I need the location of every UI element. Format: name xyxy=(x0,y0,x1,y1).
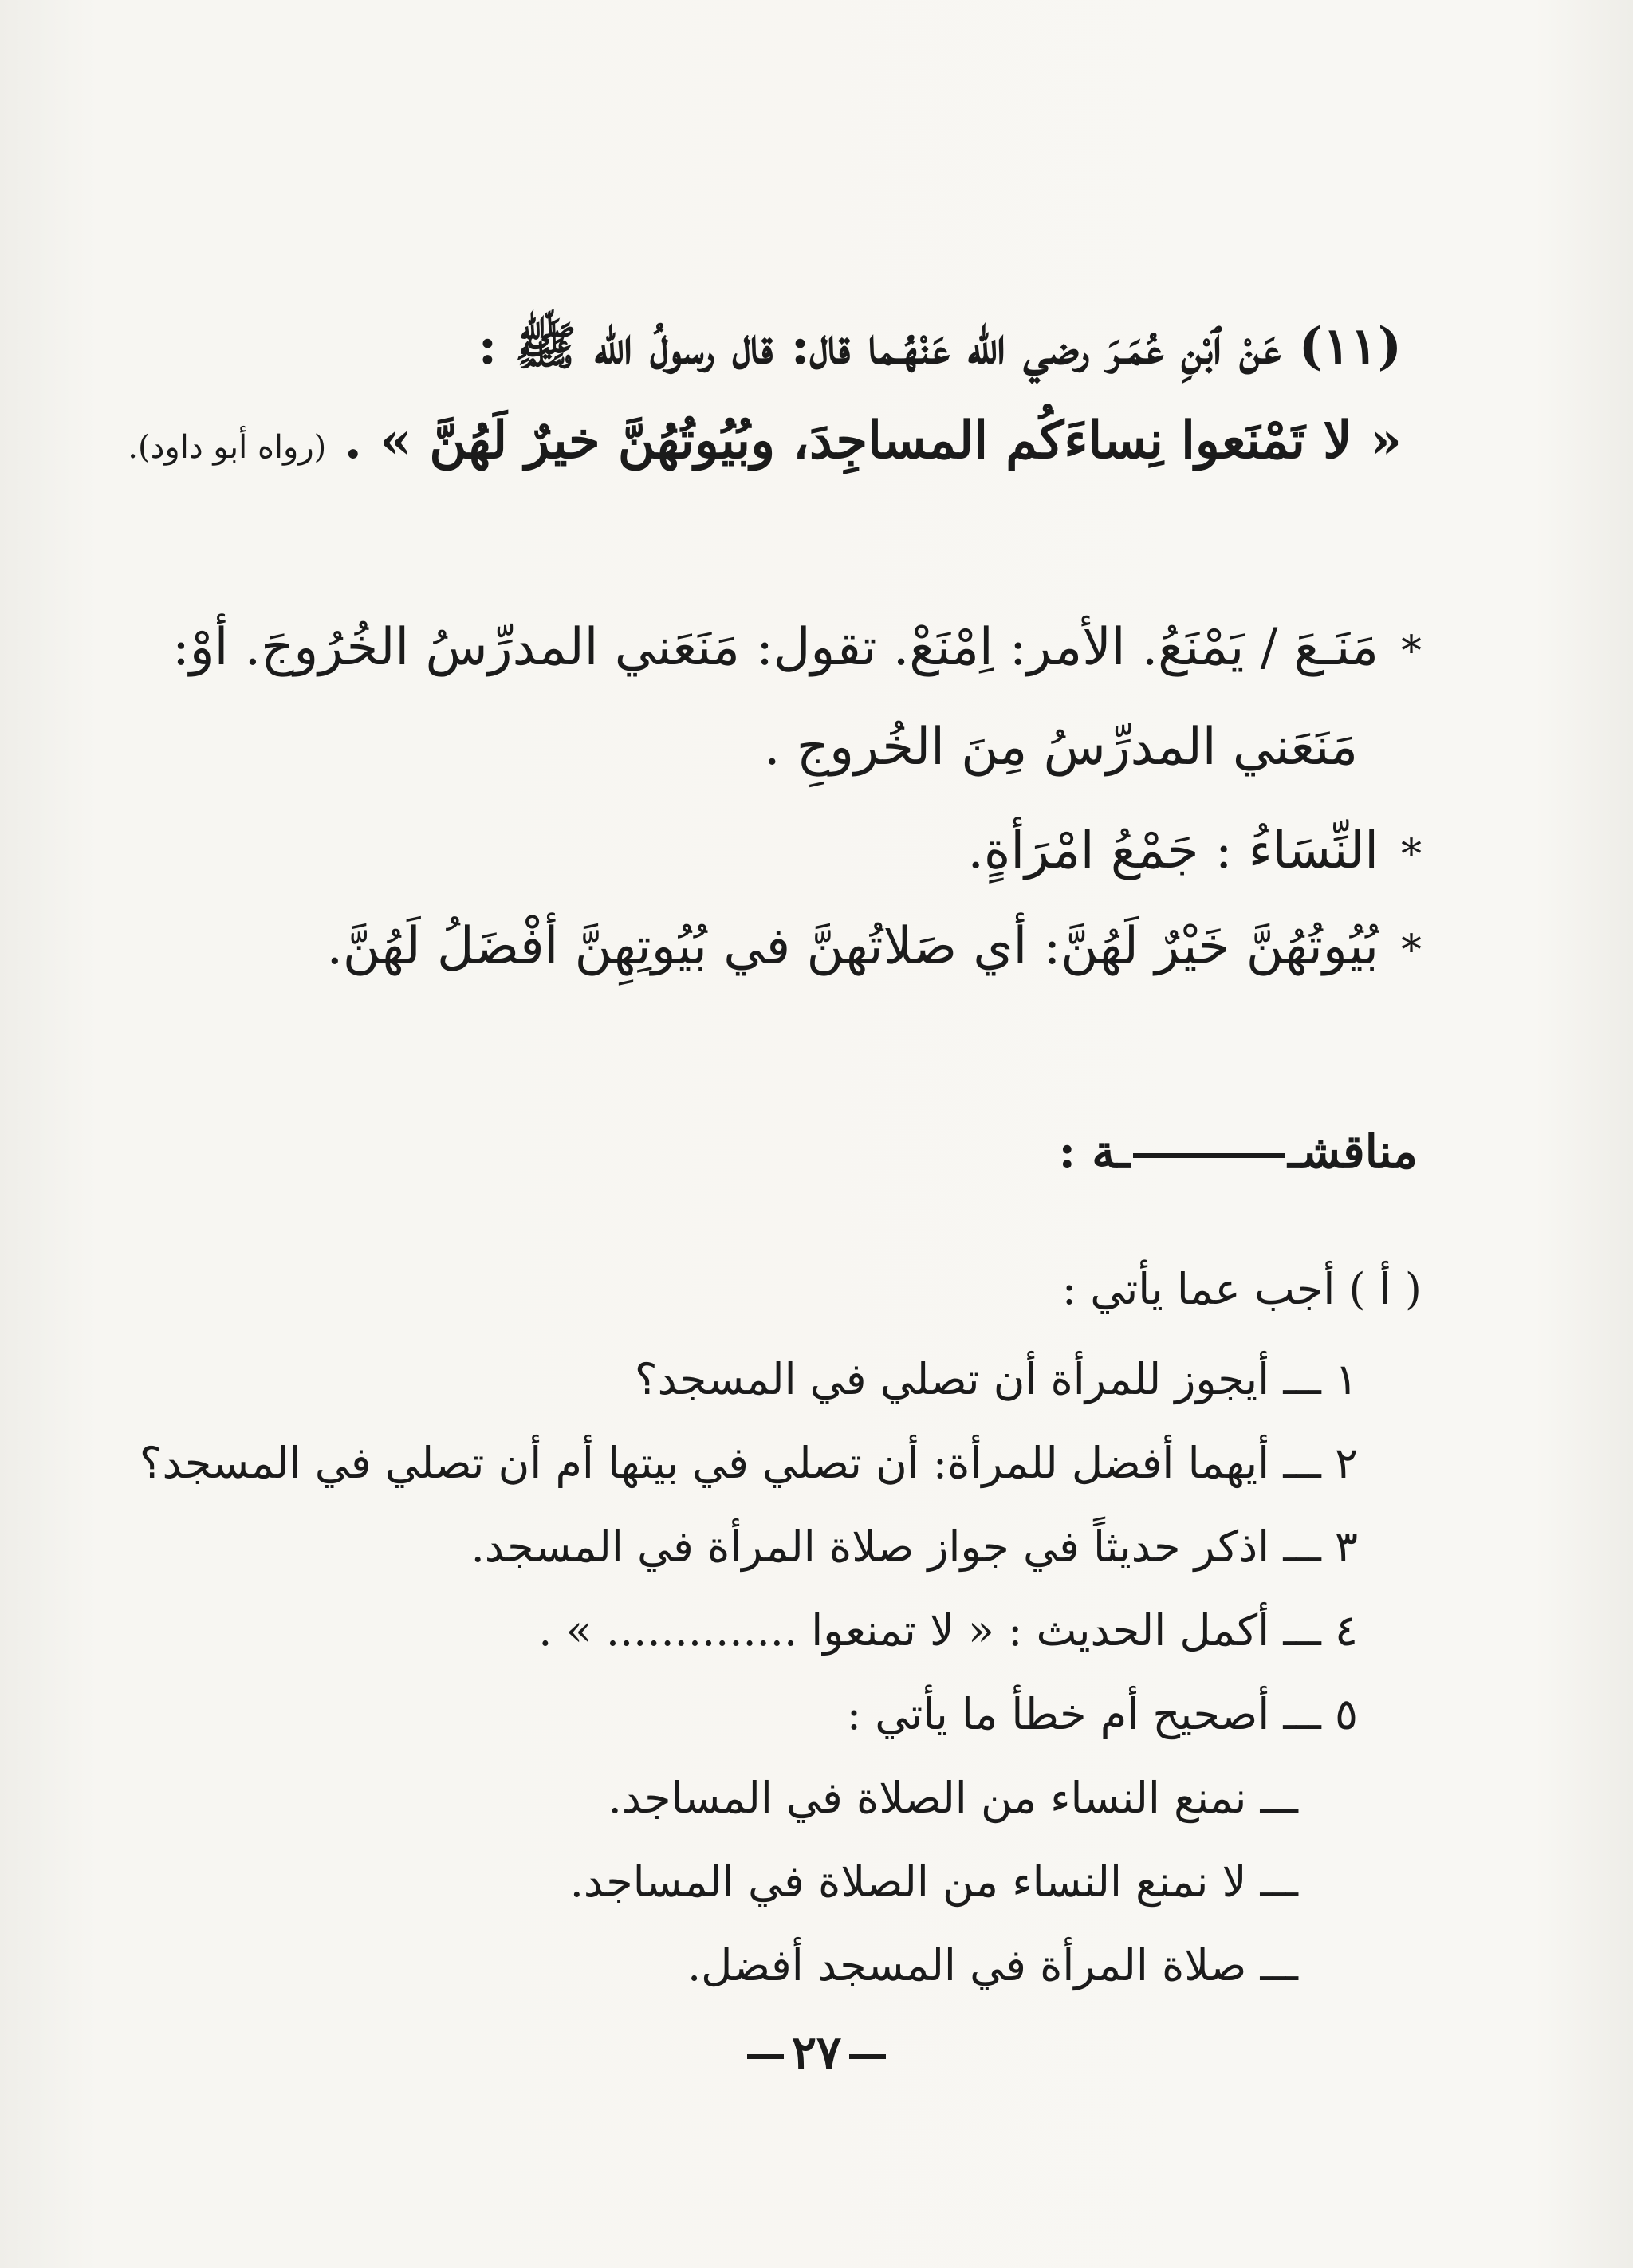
vocab-text: مَنَعَني المدرِّسُ مِنَ الخُروجِ . xyxy=(764,718,1358,777)
page-number-dash-left xyxy=(747,2054,784,2059)
statement-item xyxy=(570,1857,1298,1907)
statement-item xyxy=(608,1773,1298,1823)
vocab-text: النِّسَاءُ : جَمْعُ امْرَأةٍ. xyxy=(967,821,1379,880)
page-number-dash-right xyxy=(849,2054,886,2059)
question-item xyxy=(140,1438,1358,1488)
vocab-item-continuation xyxy=(764,718,1358,777)
star-icon: * xyxy=(1401,627,1422,675)
question-item xyxy=(847,1689,1358,1739)
hadith-text-2: « لا تَمْنَعوا نِساءَكُم المساجِدَ، وبُيُوتُهُنَّ خيرٌ لَهُنَّ » . xyxy=(344,411,1402,471)
vocab-text: بُيُوتُهُنَّ خَيْرٌ لَهُنَّ: أي صَلاتُهنَّ في بُيُوتِهِنَّ أفْضَلُ لَهُنَّ. xyxy=(326,917,1379,976)
discussion-heading-end: ـة : xyxy=(1058,1124,1131,1179)
heading-underline xyxy=(1133,1153,1285,1158)
discussion-heading xyxy=(1059,1124,1418,1179)
question-text: ٣ ـــ اذكر حديثاً في جواز صلاة المرأة في المسجد. xyxy=(470,1522,1358,1572)
part-a-instruction xyxy=(1062,1264,1422,1314)
vocab-item xyxy=(327,917,1422,976)
statement-text: ـــ لا نمنع النساء من الصلاة في المساجد. xyxy=(569,1857,1298,1907)
vocab-text: مَنَـعَ / يَمْنَعُ. الأمر: اِمْنَعْ. تقول: مَنَعَني المدرِّسُ الخُرُوجَ. أوْ: xyxy=(172,618,1379,677)
vocab-item xyxy=(172,618,1422,677)
hadith-line-1 xyxy=(478,315,1402,389)
part-a-text: ( أ ) أجب عما يأتي : xyxy=(1061,1264,1422,1314)
question-item xyxy=(635,1354,1358,1404)
hadith-source: (رواه أبو داود). xyxy=(128,429,327,466)
star-icon: * xyxy=(1401,830,1422,879)
page-number xyxy=(0,2026,1633,2080)
hadith-line-2 xyxy=(128,411,1402,471)
question-item xyxy=(471,1522,1358,1572)
star-icon: * xyxy=(1401,926,1422,975)
discussion-heading-start: مناقشـ xyxy=(1288,1124,1418,1179)
page-number-text: ٢٧ xyxy=(791,2026,842,2080)
statement-item xyxy=(687,1940,1298,1990)
statement-text: ـــ نمنع النساء من الصلاة في المساجد. xyxy=(608,1773,1298,1823)
question-text: ١ ـــ أيجوز للمرأة أن تصلي في المسجد؟ xyxy=(634,1354,1358,1404)
vocab-item xyxy=(967,821,1422,880)
question-text: ٥ ـــ أصحيح أم خطأ ما يأتي : xyxy=(846,1689,1358,1739)
question-text: ٢ ـــ أيهما أفضل للمرأة: أن تصلي في بيتها أم أن تصلي في المسجد؟ xyxy=(139,1438,1358,1488)
question-item xyxy=(538,1605,1358,1656)
hadith-text-1: (١١) عَنْ ٱبْنِ عُمَـرَ رضي الله عَنْهُـما قال: قال رسولُ الله ﷺ : xyxy=(478,317,1402,376)
statement-text: ـــ صلاة المرأة في المسجد أفضل. xyxy=(687,1940,1298,1990)
question-text: ٤ ـــ أكمل الحديث : « لا تمنعوا .............. » . xyxy=(538,1605,1358,1656)
